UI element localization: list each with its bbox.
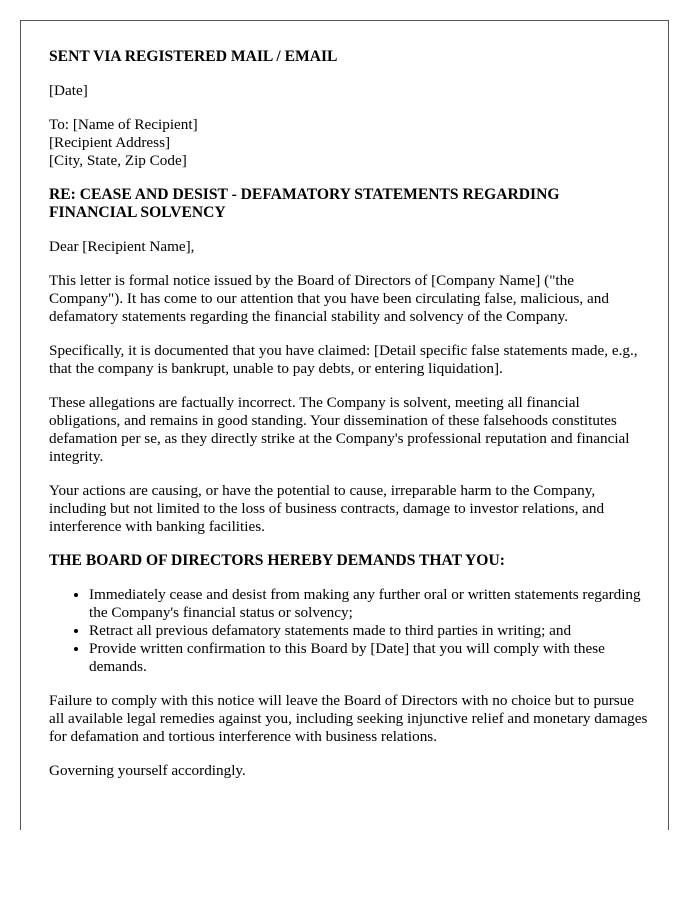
subject-line: RE: CEASE AND DESIST - DEFAMATORY STATEMENTS REGARDING FINANCIAL SOLVENCY — [49, 186, 560, 221]
body-paragraph-1: This letter is formal notice issued by the Board of Directors of [Company Name] ("the Company"). It has come to our attention that you have been circulating false, malicious, and defamatory statements regarding the financial stability and solvency of the Company. — [49, 272, 609, 325]
demand-item: • Immediately cease and desist from making any further oral or written statements regarding the Company's financial status or solvency; — [89, 586, 648, 622]
closing-paragraph: Failure to comply with this notice will leave the Board of Directors with no choice but to pursue all available legal remedies against you, including seeking injunctive relief and monetary damages for defamation and tortious interference with business relations. — [49, 692, 648, 745]
demand-item: • Retract all previous defamatory statements made to third parties in writing; and — [89, 622, 648, 640]
recipient-address-line: [Recipient Address] — [49, 134, 171, 151]
demand-item: • Provide written confirmation to this Board by [Date] that you will comply with these demands. — [89, 640, 648, 676]
body-paragraph-2: Specifically, it is documented that you have claimed: [Detail specific false statements made, e.g., that the company is bankrupt, unable to pay debts, or entering liquidation]. — [49, 342, 638, 377]
recipient-name-line: To: [Name of Recipient] — [49, 116, 198, 133]
recipient-address-block — [49, 116, 648, 170]
closing-line: Governing yourself accordingly. — [49, 762, 246, 779]
body-paragraph-4: Your actions are causing, or have the potential to cause, irreparable harm to the Company, including but not limited to the loss of business contracts, damage to investor relations, and interference with banking facilities. — [49, 482, 605, 535]
letter-date: [Date] — [49, 82, 88, 99]
letter-page — [20, 20, 669, 830]
demands-heading: THE BOARD OF DIRECTORS HEREBY DEMANDS THAT YOU: — [49, 552, 505, 569]
salutation: Dear [Recipient Name], — [49, 238, 195, 255]
body-paragraph-3: These allegations are factually incorrect. The Company is solvent, meeting all financial obligations, and remains in good standing. Your dissemination of these falsehoods constitutes defamation per se, as they directly strike at the Company's professional reputation and financial integrity. — [49, 394, 630, 465]
recipient-city-line: [City, State, Zip Code] — [49, 152, 187, 169]
demands-list — [49, 586, 648, 676]
sent-via-heading: SENT VIA REGISTERED MAIL / EMAIL — [49, 48, 338, 65]
